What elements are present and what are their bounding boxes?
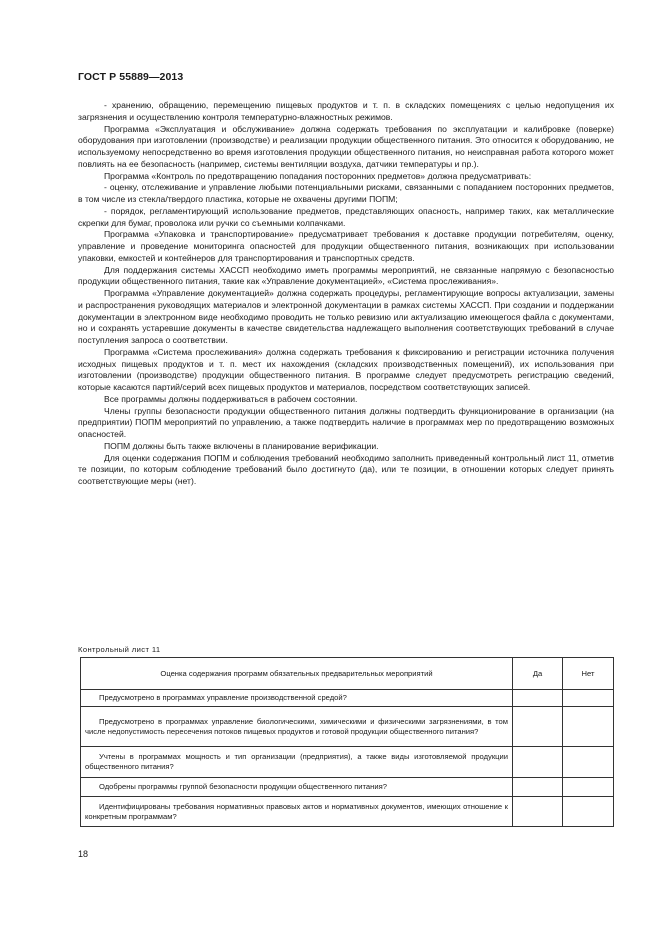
- question-cell: [81, 747, 513, 778]
- checklist-caption: Контрольный лист 11: [78, 645, 161, 654]
- paragraph: Программа «Эксплуатация и обслуживание» должна содержать требования по эксплуатации и калибровке (поверке) оборудования при изготовлении (производстве) и реализации продукции общественного питания. Это относится к оборудованию, не используемому непосредственно во время изготовления продукции общественного питания, но неисправная работа которого может повлиять на ее безопасность (например, системы вентиляции воздуха, датчики температуры и пр.).: [78, 123, 614, 169]
- paragraph: Программа «Управление документацией» должна содержать процедуры, регламентирующие вопросы актуализации, замены и распространения руководящих материалов и электронной документации в рамках системы ХАССП. При создании и поддержании документации в электронном виде необходимо проводить не только ревизию или актуализацию имеющегося файла с документами, но и сохранять устаревшие документы в качестве свидетельства надлежащего выполнения соответствующих требований в случае поступления запроса о соответствии.: [78, 288, 614, 345]
- no-cell[interactable]: [563, 797, 614, 827]
- header-no: Нет: [563, 658, 614, 690]
- paragraph: ПОПМ должны быть также включены в планирование верификации.: [104, 440, 379, 451]
- paragraph: Программа «Система прослеживания» должна содержать требования к фиксированию и регистрации источника получения исходных пищевых продуктов и т. п. мест их нахождения (складских производственных помещений), их использования при изготовлении (производстве) продукции общественного питания. В программе следует предусмотреть регистрацию сведений, которые касаются партий/серий всех пищевых продуктов и материалов, посредством соответствующих записей.: [78, 346, 614, 392]
- body-text: [78, 100, 614, 488]
- no-cell[interactable]: [563, 778, 614, 797]
- paragraph: Члены группы безопасности продукции общественного питания должны подтвердить функционирование в организации (на предприятии) ПОПМ мероприятий по управлению, а также подтвердить наличие в программах мер по предотвращению возможных опасностей.: [78, 405, 614, 439]
- paragraph: Программа «Контроль по предотвращению попадания посторонних предметов» должна предусматривать:: [104, 170, 532, 181]
- yes-cell[interactable]: [513, 797, 563, 827]
- paragraph: - оценку, отслеживание и управление любыми потенциальными рисками, связанными с попаданием посторонних предметов, в том числе из стекла/твердого пластика, которые не охвачены другими ПОПМ;: [78, 182, 614, 204]
- header-yes: Да: [513, 658, 563, 690]
- no-cell[interactable]: [563, 747, 614, 778]
- paragraph: - порядок, регламентирующий использование предметов, представляющих опасность, например таких, как металлические скрепки для бумаг, проволока или ручки со съемными колпачками.: [78, 205, 614, 228]
- paragraph: Для поддержания системы ХАССП необходимо иметь программы мероприятий, не связанные напрямую с безопасностью продукции общественного питания, такие как «Управление документацией», «Система прослеживания».: [78, 264, 614, 287]
- question-text: Одобрены программы группой безопасности продукции общественного питания?: [99, 782, 387, 792]
- question-cell: [81, 707, 513, 747]
- question-text: Предусмотрено в программах управление биологическими, химическими и физическими загрязнениями, в том числе недопустимость пересечения потоков пищевых продуктов и готовой продукции общественного питания?: [85, 716, 508, 736]
- paragraph: - хранению, обращению, перемещению пищевых продуктов и т. п. в складских помещениях с целью недопущения их загрязнения и осуществлению контроля температурно-влажностных режимов.: [78, 100, 614, 122]
- header-question: Оценка содержания программ обязательных предварительных мероприятий: [81, 658, 513, 690]
- question-text: Идентифицированы требования нормативных правовых актов и нормативных документов, имеющих отношение к конкретным программам?: [85, 801, 508, 821]
- paragraph: Все программы должны поддерживаться в рабочем состоянии.: [104, 393, 358, 404]
- no-cell[interactable]: [563, 707, 614, 747]
- no-cell[interactable]: [563, 690, 614, 707]
- table-row: [81, 690, 614, 707]
- yes-cell[interactable]: [513, 690, 563, 707]
- table-row: [81, 707, 614, 747]
- table-row: [81, 747, 614, 778]
- question-cell: [81, 797, 513, 827]
- yes-cell[interactable]: [513, 778, 563, 797]
- paragraph: Программа «Упаковка и транспортирование» предусматривает требования к доставке продукции потребителям, оценку, управление и проведение мониторинга опасностей для продукции общественного питания, возникающих при использовании упаковки, емкостей и контейнеров для транспортирования и транспортных средств.: [78, 229, 614, 263]
- paragraph: Для оценки содержания ПОПМ и соблюдения требований необходимо заполнить приведенный контрольный лист 11, отметив те позиции, по которым соблюдение требований было достигнуто (да), или те позиции, в отношении которых следует принять соответствующие меры (нет).: [78, 452, 614, 486]
- document-header: ГОСТ Р 55889—2013: [78, 71, 184, 83]
- checklist-table: [80, 657, 614, 827]
- question-cell: [81, 690, 513, 707]
- yes-cell[interactable]: [513, 707, 563, 747]
- yes-cell[interactable]: [513, 747, 563, 778]
- table-row: [81, 778, 614, 797]
- page-number: 18: [78, 849, 89, 859]
- question-text: Предусмотрено в программах управление производственной средой?: [99, 693, 347, 703]
- question-cell: [81, 778, 513, 797]
- table-header-row: [81, 658, 614, 690]
- table-row: [81, 797, 614, 827]
- question-text: Учтены в программах мощность и тип организации (предприятия), а также виды изготовляемой продукции общественного питания?: [85, 752, 508, 771]
